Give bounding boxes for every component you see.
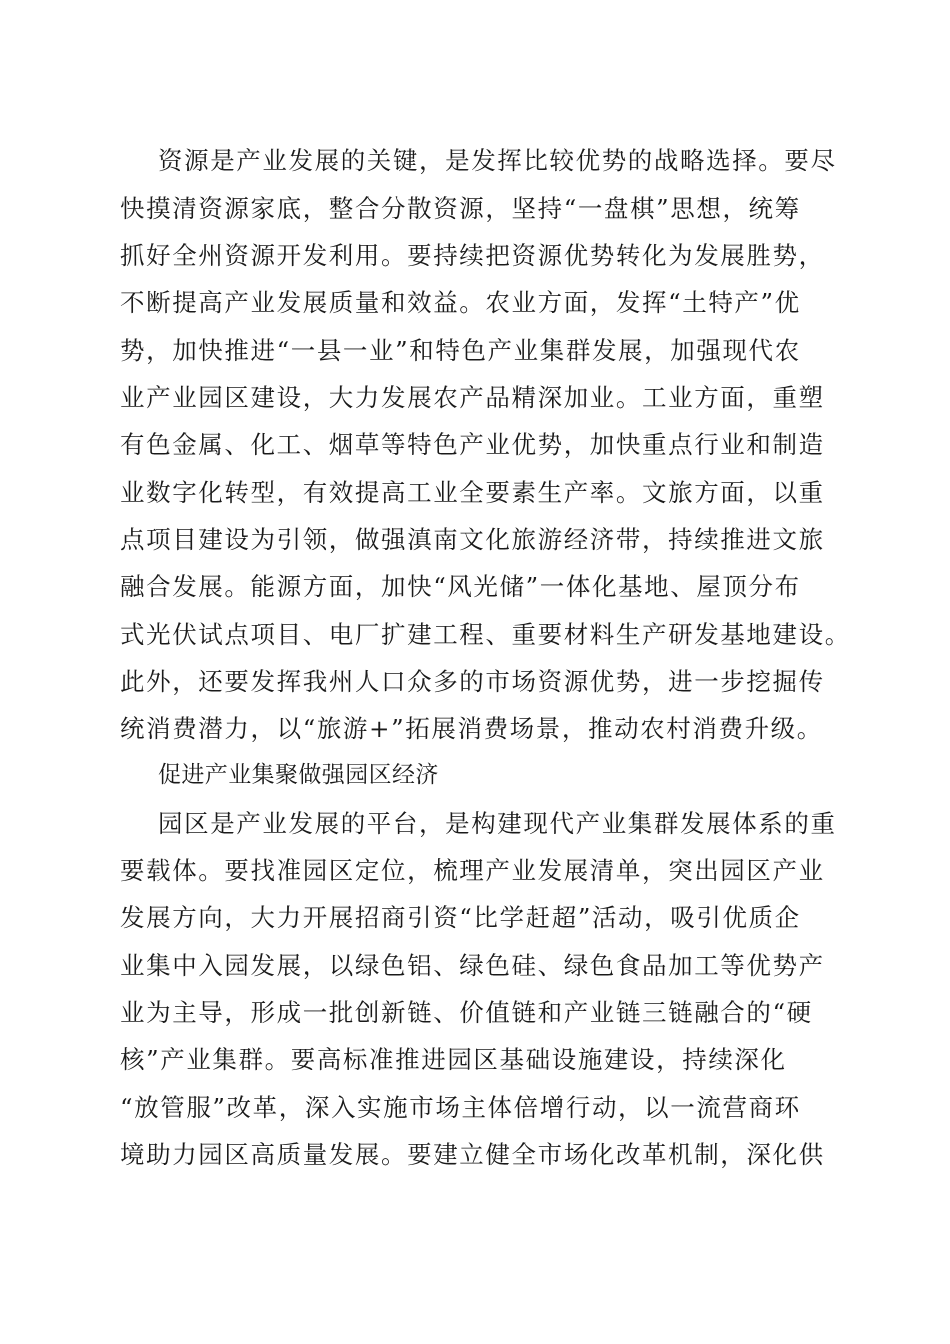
paragraph-line: 融合发展。能源方面，加快“风光储”一体化基地、屋顶分布 — [120, 572, 801, 601]
paragraph-line: 有色金属、化工、烟草等特色产业优势，加快重点行业和制造 — [120, 430, 825, 459]
paragraph-line: 核”产业集群。要高标准推进园区基础设施建设，持续深化 — [120, 1045, 787, 1074]
paragraph-line: 统消费潜力，以“旅游+”拓展消费场景，推动农村消费升级。 — [120, 714, 823, 743]
paragraph-line: 资源是产业发展的关键，是发挥比较优势的战略选择。要尽 — [158, 146, 837, 175]
paragraph-line: 发展方向，大力开展招商引资“比学赶超”活动，吸引优质企 — [120, 903, 801, 932]
paragraph-line: “放管服”改革，深入实施市场主体倍增行动，以一流营商环 — [120, 1093, 801, 1122]
paragraph-line: 抓好全州资源开发利用。要持续把资源优势转化为发展胜势， — [120, 241, 825, 270]
paragraph-line: 不断提高产业发展质量和效益。农业方面，发挥“土特产”优 — [120, 288, 801, 317]
section-heading: 促进产业集聚做强园区经济 — [158, 762, 439, 788]
paragraph-line: 要载体。要找准园区定位，梳理产业发展清单，突出园区产业 — [120, 856, 825, 885]
paragraph-line: 快摸清资源家底，整合分散资源，坚持“一盘棋”思想，统筹 — [120, 194, 801, 223]
paragraph-line: 势，加快推进“一县一业”和特色产业集群发展，加强现代农 — [120, 336, 801, 365]
paragraph-line: 式光伏试点项目、电厂扩建工程、重要材料生产研发基地建设。 — [120, 620, 851, 649]
paragraph-line: 业数字化转型，有效提高工业全要素生产率。文旅方面，以重 — [120, 478, 825, 507]
paragraph-line: 境助力园区高质量发展。要建立健全市场化改革机制，深化供 — [120, 1140, 825, 1169]
paragraph-line: 此外，还要发挥我州人口众多的市场资源优势，进一步挖掘传 — [120, 667, 825, 696]
paragraph-line: 业集中入园发展，以绿色铝、绿色硅、绿色食品加工等优势产 — [120, 951, 825, 980]
paragraph-line: 点项目建设为引领，做强滇南文化旅游经济带，持续推进文旅 — [120, 525, 825, 554]
paragraph-line: 园区是产业发展的平台，是构建现代产业集群发展体系的重 — [158, 809, 837, 838]
paragraph-line: 业为主导，形成一批创新链、价值链和产业链三链融合的“硬 — [120, 998, 813, 1027]
paragraph-line: 业产业园区建设，大力发展农产品精深加业。工业方面，重塑 — [120, 383, 825, 412]
